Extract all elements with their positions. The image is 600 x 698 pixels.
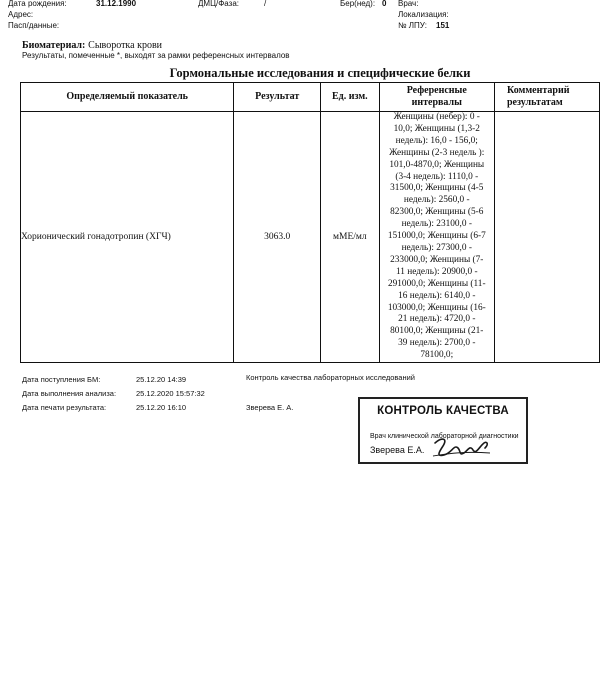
comment-cell [494,112,599,363]
reference-header [379,83,494,112]
result-cell: 3063.0 [234,112,321,363]
reference-line: 233000,0; Женщины (7- [390,254,484,265]
reference-line: 10,0; Женщины (1,3-2 [393,123,480,134]
received-date-label: Дата поступления БМ: [22,375,101,384]
biomaterial-value: Сыворотка крови [88,40,163,51]
indicator-cell: Хорионический гонадотропин (ХГЧ) [21,112,234,363]
reference-line: недель): 2560,0 - [403,195,470,206]
birth-date-value: 31.12.1990 [96,0,137,8]
out-of-range-note: Результаты, помеченные *, выходят за рамки референсных интервалов [22,51,290,60]
performed-date-label: Дата выполнения анализа: [22,389,117,398]
biomaterial-line [22,40,162,51]
birth-date-label: Дата рождения: [8,0,67,8]
comment-header [494,83,599,112]
reference-line: 39 недель): 2700,0 - [398,338,476,349]
pregnancy-weeks-label: Бер(нед): [340,0,376,8]
reference-line: 103000,0; Женщины (16- [387,302,486,313]
signature-icon [432,435,492,461]
performer-name: Зверева Е. А. [246,403,294,412]
comment-header-line1: Комментарий [506,85,570,96]
localization-label: Локализация: [398,10,449,19]
stamp-name: Зверева Е.А. [370,445,425,455]
table-header-row [21,83,600,112]
reference-line: недель): 23100,0 - [401,219,472,230]
reference-line: Женщины (небер): 0 - [393,112,480,122]
lpu-value: 151 [436,21,450,30]
quality-control-text: Контроль качества лабораторных исследований [246,373,415,382]
reference-line: 82300,0; Женщины (5-6 [390,207,484,218]
section-title: Гормональные исследования и специфические белки [169,66,471,80]
results-table [20,82,600,363]
dmc-phase-label: ДМЦ/Фаза: [198,0,240,8]
reference-line: 16 недель): 6140,0 - [398,290,476,301]
reference-line: Женщины (2-3 недель ): [389,147,485,158]
printed-date-value: 25.12.20 16:10 [136,403,187,412]
reference-line: 78100,0; [420,350,454,361]
pregnancy-weeks-value: 0 [382,0,387,8]
stamp-title: КОНТРОЛЬ КАЧЕСТВА [377,405,509,417]
reference-cell [379,112,494,363]
result-header: Результат [234,83,321,112]
reference-line: 291000,0; Женщины (11- [387,278,486,289]
reference-header-line2: интервалы [411,97,462,108]
lpu-label: № ЛПУ: [398,21,427,30]
received-date-value: 25.12.20 14:39 [136,375,187,384]
comment-header-line2: результатам [506,97,563,108]
biomaterial-label: Биоматериал: [22,40,86,51]
performed-date-value: 25.12.2020 15:57:32 [136,389,205,398]
reference-line: 31500,0; Женщины (4-5 [390,183,484,194]
unit-header: Ед. изм. [321,83,379,112]
reference-line: недель): 16,0 - 156,0; [395,135,478,146]
reference-line: 21 недель): 4720,0 - [398,314,476,325]
doctor-label: Врач: [398,0,419,8]
indicator-header: Определяемый показатель [21,83,234,112]
printed-date-label: Дата печати результата: [22,403,107,412]
reference-header-line1: Референсные [406,85,467,96]
unit-cell: мМЕ/мл [321,112,379,363]
reference-line: 11 недель): 20900,0 - [395,266,478,277]
stamp-position: Врач клинической лабораторной диагностики [370,433,519,440]
table-row [21,112,600,363]
quality-control-stamp [358,397,528,464]
dmc-phase-value: / [264,0,267,8]
reference-line: 101,0-4870,0; Женщины [389,159,485,170]
reference-line: 80100,0; Женщины (21- [390,326,484,337]
reference-line: недель): 27300,0 - [401,242,472,253]
reference-line: (3-4 недель): 1110,0 - [395,171,479,182]
passport-label: Пасп/данные: [8,21,60,30]
address-label: Адрес: [8,10,34,19]
reference-line: 151000,0; Женщины (6-7 [387,231,486,242]
